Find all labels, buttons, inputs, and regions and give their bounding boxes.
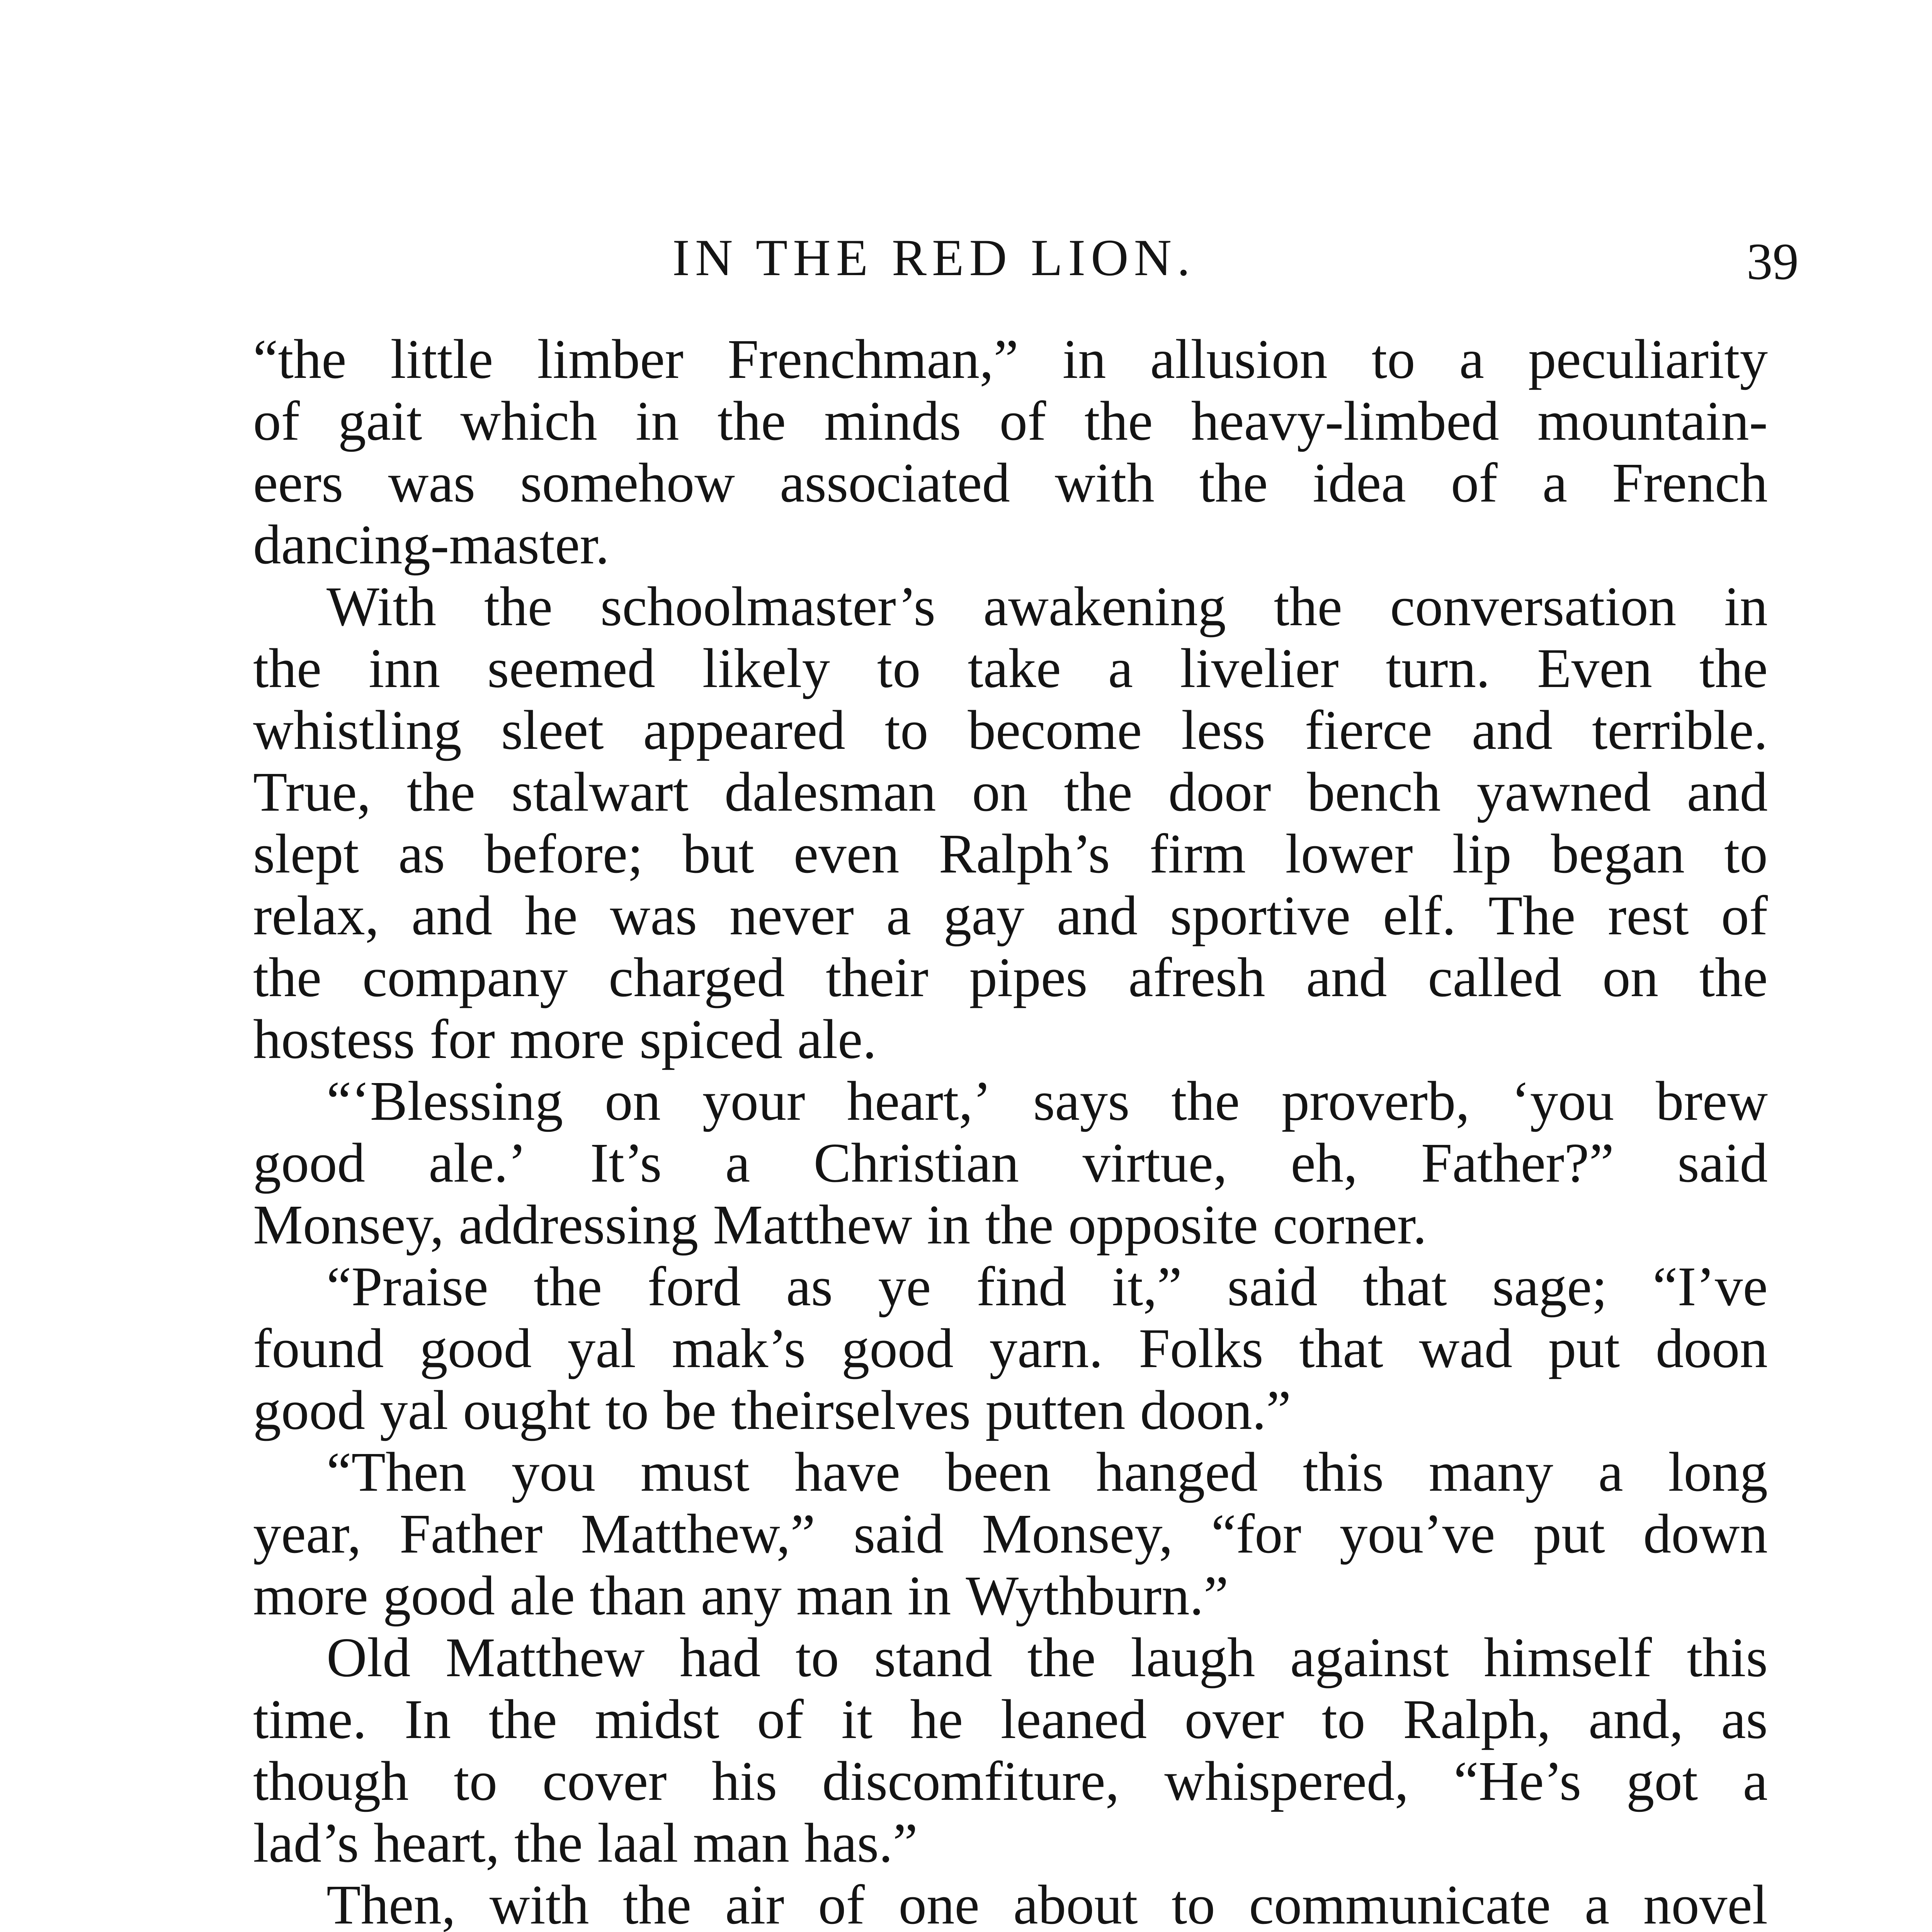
- word: ‘you: [1511, 1070, 1614, 1132]
- word: man: [693, 1812, 790, 1874]
- word: to: [1321, 1689, 1366, 1750]
- text-line: [253, 1194, 1768, 1256]
- word: charged: [609, 947, 785, 1009]
- word: but: [682, 823, 754, 885]
- word: fierce: [1304, 699, 1432, 761]
- word: heart,’: [847, 1070, 992, 1132]
- word: himself: [1484, 1627, 1652, 1689]
- word: door: [1168, 761, 1271, 823]
- word: in: [635, 390, 679, 452]
- word: of: [1721, 885, 1768, 947]
- word: In: [404, 1689, 451, 1750]
- word: putten: [985, 1379, 1126, 1441]
- text-line: [253, 1441, 1768, 1503]
- word: the: [1699, 947, 1768, 1009]
- word: be: [663, 1379, 717, 1441]
- word: allusion: [1150, 328, 1328, 390]
- word: with: [1055, 452, 1155, 514]
- word: pipes: [969, 947, 1088, 1009]
- word: it: [841, 1689, 872, 1750]
- word: on: [972, 761, 1028, 823]
- word: good: [420, 1318, 532, 1379]
- word: With: [327, 576, 437, 638]
- word: that: [1363, 1256, 1447, 1318]
- word: and: [1471, 699, 1553, 761]
- word: for: [429, 1009, 495, 1070]
- word: lip: [1452, 823, 1512, 885]
- word: limber: [537, 328, 684, 390]
- word: “He’s: [1454, 1750, 1582, 1812]
- word: and: [411, 885, 493, 947]
- text-line: [253, 823, 1768, 885]
- word: inn: [368, 638, 440, 699]
- word: Monsey,: [253, 1194, 444, 1256]
- word: likely: [702, 638, 830, 699]
- word: “Praise: [327, 1256, 488, 1318]
- word: it,”: [1112, 1256, 1182, 1318]
- word: the: [406, 761, 476, 823]
- text-line: [253, 1503, 1768, 1565]
- word: put: [1533, 1503, 1605, 1565]
- text-line: [253, 1070, 1768, 1132]
- word: heavy-limbed: [1191, 390, 1499, 452]
- word: Wythburn.”: [966, 1565, 1229, 1627]
- word: the: [1084, 390, 1153, 452]
- word: yarn.: [989, 1318, 1103, 1379]
- text-line: [253, 1750, 1768, 1812]
- text-line: [253, 452, 1768, 514]
- word: little: [390, 328, 493, 390]
- word: on: [1602, 947, 1659, 1009]
- text-line: [253, 1874, 1768, 1932]
- word: good: [253, 1132, 365, 1194]
- word: down: [1643, 1503, 1768, 1565]
- word: ford: [647, 1256, 741, 1318]
- word: Folks: [1139, 1318, 1264, 1379]
- word: It’s: [590, 1132, 662, 1194]
- word: had: [679, 1627, 761, 1689]
- word: time.: [253, 1689, 367, 1750]
- word: The: [1488, 885, 1576, 947]
- word: leaned: [1000, 1689, 1147, 1750]
- word: says: [1033, 1070, 1130, 1132]
- word: mak’s: [672, 1318, 806, 1379]
- text-line: [253, 885, 1768, 947]
- word: awakening: [983, 576, 1226, 638]
- word: relax,: [253, 885, 379, 947]
- word: slept: [253, 823, 359, 885]
- word: this: [1687, 1627, 1768, 1689]
- word: to: [1371, 328, 1415, 390]
- word: the: [1699, 638, 1768, 699]
- word: as: [398, 823, 445, 885]
- word: discomfiture,: [822, 1750, 1119, 1812]
- word: put: [1548, 1318, 1620, 1379]
- word: on: [605, 1070, 661, 1132]
- word: got: [1626, 1750, 1698, 1812]
- text-line: [253, 328, 1768, 390]
- word: a: [1743, 1750, 1768, 1812]
- text-line: [253, 638, 1768, 699]
- text-line: [253, 1627, 1768, 1689]
- word: less: [1181, 699, 1265, 761]
- word: the: [514, 1812, 583, 1874]
- word: eh,: [1291, 1132, 1358, 1194]
- word: communicate: [1249, 1874, 1551, 1932]
- word: to: [1172, 1874, 1215, 1932]
- text-line: [253, 1812, 1768, 1874]
- word: and: [1056, 885, 1138, 947]
- word: lad’s: [253, 1812, 359, 1874]
- word: Monsey,: [982, 1503, 1173, 1565]
- word: yal: [380, 1379, 449, 1441]
- word: to: [454, 1750, 498, 1812]
- word: livelier: [1180, 638, 1339, 699]
- word: idea: [1313, 452, 1406, 514]
- word: to: [795, 1627, 839, 1689]
- word: more: [253, 1565, 368, 1627]
- word: theirselves: [731, 1379, 971, 1441]
- word: Even: [1537, 638, 1653, 699]
- word: Father: [399, 1503, 543, 1565]
- page-number: 39: [1747, 233, 1799, 291]
- word: the: [1199, 452, 1268, 514]
- word: laal: [597, 1812, 679, 1874]
- word: of: [253, 390, 300, 452]
- word: firm: [1149, 823, 1246, 885]
- word: a: [1584, 1874, 1610, 1932]
- word: and,: [1588, 1689, 1684, 1750]
- word: dalesman: [724, 761, 936, 823]
- word: sportive: [1170, 885, 1351, 947]
- word: the: [253, 947, 322, 1009]
- text-line: [253, 514, 1768, 576]
- word: gay: [943, 885, 1025, 947]
- word: year,: [253, 1503, 361, 1565]
- running-head: IN THE RED LION.: [672, 229, 1196, 287]
- word: schoolmaster’s: [600, 576, 935, 638]
- word: Matthew,”: [581, 1503, 815, 1565]
- word: French: [1612, 452, 1768, 514]
- word: in: [907, 1565, 951, 1627]
- word: though: [253, 1750, 409, 1812]
- word: a: [725, 1132, 750, 1194]
- word: against: [1290, 1627, 1449, 1689]
- word: rest: [1608, 885, 1689, 947]
- word: of: [757, 1689, 804, 1750]
- word: of: [1451, 452, 1498, 514]
- word: about: [1013, 1874, 1138, 1932]
- word: with: [489, 1874, 589, 1932]
- word: one: [898, 1874, 980, 1932]
- word: even: [793, 823, 900, 885]
- word: to: [877, 638, 921, 699]
- word: addressing: [459, 1194, 699, 1256]
- word: man: [796, 1565, 893, 1627]
- text-line: [253, 1689, 1768, 1750]
- word: laugh: [1131, 1627, 1255, 1689]
- word: the: [1274, 576, 1342, 638]
- word: the: [484, 576, 553, 638]
- word: a: [1542, 452, 1568, 514]
- word: good: [841, 1318, 954, 1379]
- word: before;: [484, 823, 643, 885]
- word: your: [702, 1070, 805, 1132]
- word: the: [623, 1874, 692, 1932]
- text-line: [253, 576, 1768, 638]
- word: ye: [878, 1256, 931, 1318]
- word: Ralph’s: [939, 823, 1110, 885]
- word: Matthew: [445, 1627, 645, 1689]
- text-line: [253, 761, 1768, 823]
- word: a: [1108, 638, 1133, 699]
- word: heart,: [373, 1812, 500, 1874]
- word: many: [1429, 1441, 1553, 1503]
- word: has.”: [804, 1812, 918, 1874]
- word: brew: [1656, 1070, 1768, 1132]
- text-line: [253, 390, 1768, 452]
- word: of: [999, 390, 1046, 452]
- word: midst: [595, 1689, 719, 1750]
- word: Frenchman,”: [727, 328, 1019, 390]
- word: the: [1064, 761, 1133, 823]
- word: sage;: [1492, 1256, 1607, 1318]
- word: have: [794, 1441, 900, 1503]
- word: found: [253, 1318, 384, 1379]
- word: lower: [1285, 823, 1413, 885]
- word: Christian: [813, 1132, 1019, 1194]
- word: novel: [1643, 1874, 1768, 1932]
- text-line: [253, 699, 1768, 761]
- text-line: [253, 1132, 1768, 1194]
- word: the: [1171, 1070, 1240, 1132]
- word: which: [460, 390, 597, 452]
- word: his: [712, 1750, 777, 1812]
- word: in: [1724, 576, 1768, 638]
- word: a: [886, 885, 911, 947]
- word: that: [1299, 1318, 1383, 1379]
- word: began: [1551, 823, 1685, 885]
- word: opposite: [1068, 1194, 1258, 1256]
- word: hostess: [253, 1009, 415, 1070]
- word: as: [786, 1256, 833, 1318]
- word: Matthew: [713, 1194, 912, 1256]
- word: cover: [542, 1750, 667, 1812]
- word: of: [818, 1874, 865, 1932]
- word: “‘Blessing: [327, 1070, 563, 1132]
- word: any: [701, 1565, 782, 1627]
- word: Ralph,: [1403, 1689, 1551, 1750]
- word: ale.: [797, 1009, 877, 1070]
- word: “for: [1211, 1503, 1301, 1565]
- text-line: [253, 1318, 1768, 1379]
- word: in: [927, 1194, 971, 1256]
- word: associated: [780, 452, 1010, 514]
- word: hanged: [1096, 1441, 1258, 1503]
- word: yal: [567, 1318, 636, 1379]
- word: mountain-: [1537, 390, 1768, 452]
- word: to: [1724, 823, 1768, 885]
- word: dancing-master.: [253, 514, 610, 576]
- word: been: [945, 1441, 1051, 1503]
- word: bench: [1307, 761, 1441, 823]
- word: ale.’: [429, 1132, 527, 1194]
- word: you: [511, 1441, 596, 1503]
- word: said: [853, 1503, 944, 1565]
- word: elf.: [1383, 885, 1456, 947]
- word: sleet: [501, 699, 604, 761]
- word: find: [976, 1256, 1067, 1318]
- word: he: [910, 1689, 963, 1750]
- word: to: [605, 1379, 649, 1441]
- word: good: [253, 1379, 365, 1441]
- word: called: [1428, 947, 1562, 1009]
- word: their: [826, 947, 929, 1009]
- word: the: [488, 1689, 557, 1750]
- word: doon: [1655, 1318, 1768, 1379]
- word: ought: [463, 1379, 591, 1441]
- word: whistling: [253, 699, 462, 761]
- word: corner.: [1272, 1194, 1427, 1256]
- word: terrible.: [1592, 699, 1768, 761]
- word: Then,: [327, 1874, 456, 1932]
- word: good: [383, 1565, 495, 1627]
- text-line: [253, 1565, 1768, 1627]
- word: turn.: [1386, 638, 1490, 699]
- word: and: [1306, 947, 1387, 1009]
- word: this: [1303, 1441, 1384, 1503]
- word: the: [717, 390, 786, 452]
- word: said: [1227, 1256, 1318, 1318]
- word: eers: [253, 452, 344, 514]
- word: and: [1687, 761, 1768, 823]
- word: he: [524, 885, 578, 947]
- word: long: [1668, 1441, 1768, 1503]
- word: stand: [874, 1627, 993, 1689]
- text-line: [253, 947, 1768, 1009]
- word: appeared: [643, 699, 845, 761]
- word: proverb,: [1281, 1070, 1470, 1132]
- word: “Then: [327, 1441, 467, 1503]
- word: stalwart: [511, 761, 689, 823]
- word: the: [985, 1194, 1054, 1256]
- word: said: [1677, 1132, 1768, 1194]
- word: a: [1598, 1441, 1623, 1503]
- word: than: [589, 1565, 686, 1627]
- word: air: [725, 1874, 784, 1932]
- word: a: [1459, 328, 1484, 390]
- word: to: [884, 699, 929, 761]
- word: in: [1062, 328, 1106, 390]
- word: spiced: [639, 1009, 783, 1070]
- word: must: [640, 1441, 750, 1503]
- word: minds: [824, 390, 961, 452]
- word: afresh: [1128, 947, 1265, 1009]
- word: Old: [327, 1627, 411, 1689]
- word: peculiarity: [1528, 328, 1768, 390]
- text-line: [253, 1256, 1768, 1318]
- word: doon.”: [1140, 1379, 1291, 1441]
- word: was: [388, 452, 476, 514]
- word: company: [362, 947, 568, 1009]
- word: whispered,: [1164, 1750, 1409, 1812]
- word: take: [968, 638, 1061, 699]
- text-line: [253, 1379, 1768, 1441]
- word: you’ve: [1339, 1503, 1495, 1565]
- word: the: [534, 1256, 602, 1318]
- word: virtue,: [1082, 1132, 1228, 1194]
- word: “the: [253, 328, 347, 390]
- word: as: [1721, 1689, 1768, 1750]
- word: the: [1027, 1627, 1096, 1689]
- word: True,: [253, 761, 371, 823]
- word: the: [253, 638, 322, 699]
- word: wad: [1419, 1318, 1513, 1379]
- word: “I’ve: [1653, 1256, 1768, 1318]
- word: yawned: [1476, 761, 1651, 823]
- text-line: [253, 1009, 1768, 1070]
- word: conversation: [1390, 576, 1677, 638]
- word: seemed: [487, 638, 655, 699]
- word: never: [729, 885, 854, 947]
- body-text: [253, 328, 1768, 1932]
- word: Father?”: [1421, 1132, 1614, 1194]
- word: more: [510, 1009, 625, 1070]
- word: become: [968, 699, 1142, 761]
- word: somehow: [520, 452, 735, 514]
- word: over: [1184, 1689, 1284, 1750]
- word: gait: [338, 390, 422, 452]
- word: was: [610, 885, 697, 947]
- word: ale: [509, 1565, 575, 1627]
